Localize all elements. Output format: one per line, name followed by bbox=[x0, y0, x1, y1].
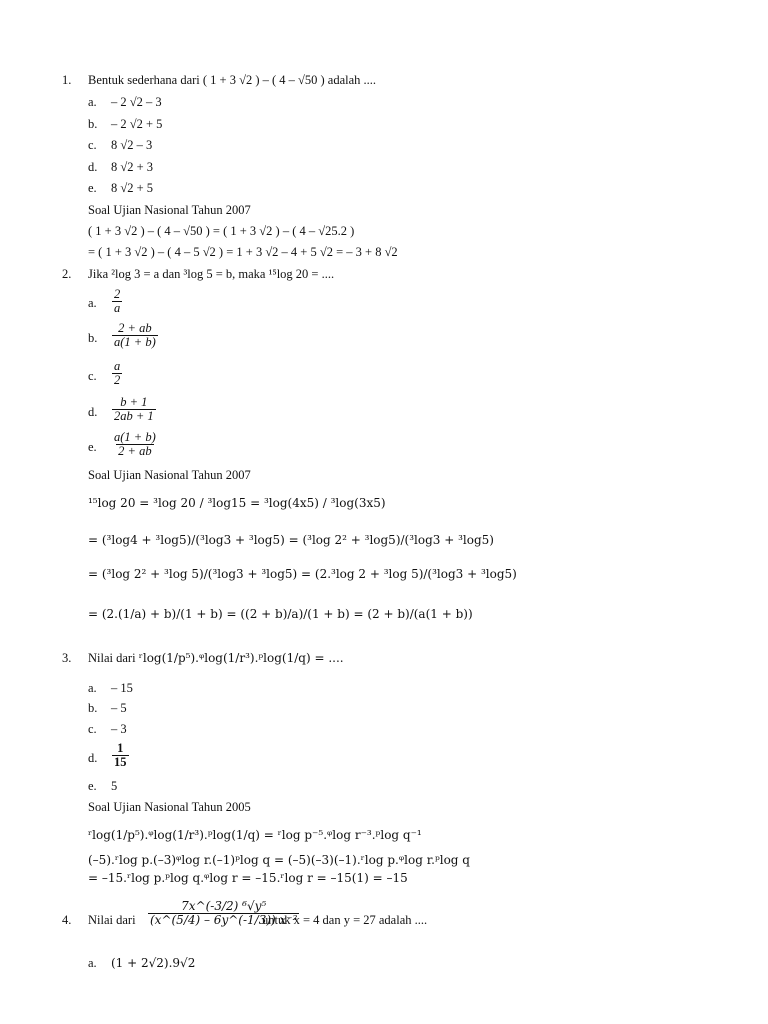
question-expression: ʳlog(1/p⁵).ᵠlog(1/r³).ᵖlog(1/q) = .... bbox=[138, 651, 344, 665]
question-number: 2. bbox=[62, 267, 72, 281]
question-text: Nilai dari ʳlog(1/p⁵).ᵠlog(1/r³).ᵖlog(1/q) = .... bbox=[88, 651, 344, 665]
expression-numerator: 7x^(-3/2) ⁶√y⁵ bbox=[181, 899, 267, 913]
question-number: 3. bbox=[62, 651, 72, 665]
expression-denominator: (x^(5/4) – 6y^(-1/3)) x⁻² bbox=[150, 913, 298, 927]
question-number: 1. bbox=[62, 73, 72, 87]
question-text: Jika ²log 3 = a dan ³log 5 = b, maka ¹⁵log 20 = .... bbox=[88, 267, 335, 281]
question-text: Bentuk sederhana dari ( 1 + 3 √2 ) – ( 4 – √50 ) adalah .... bbox=[88, 73, 377, 87]
question-number: 4. bbox=[62, 913, 72, 927]
